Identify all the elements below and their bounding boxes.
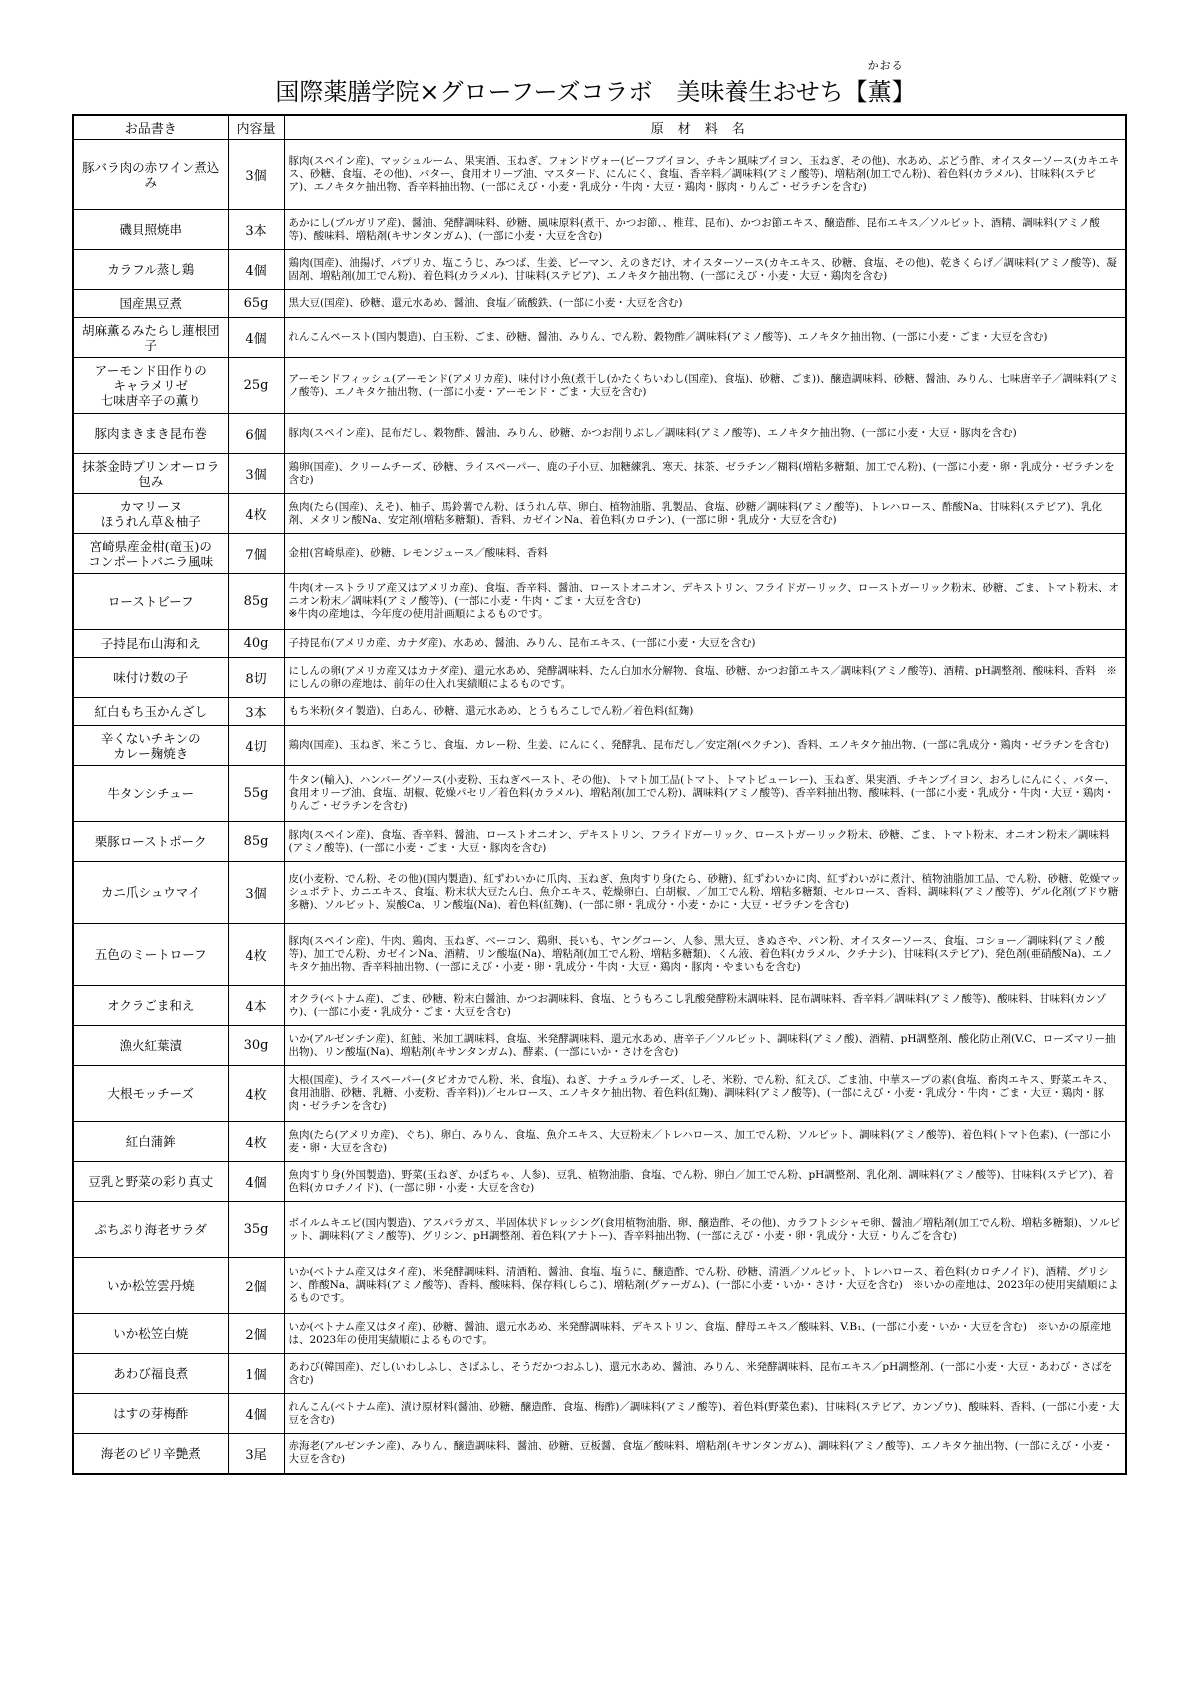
- item-quantity: 7個: [228, 534, 284, 574]
- item-name: 大根モッチーズ: [73, 1066, 228, 1122]
- item-name: 五色のミートローフ: [73, 924, 228, 986]
- table-row: [73, 140, 1126, 210]
- item-ingredients: オクラ(ベトナム産)、ごま、砂糖、粉末白醤油、かつお調味料、食塩、とうもろこし乳酸発酵粉末調味料、昆布調味料、香辛料／調味料(アミノ酸等)、酸味料、甘味料(カンゾウ)、(一部に小麦・乳成分・ごま・大豆を含む): [284, 986, 1126, 1026]
- item-name: 宮崎県産金柑(竜玉)の コンポートバニラ風味: [73, 534, 228, 574]
- item-name: 海老のピリ辛艶煮: [73, 1434, 228, 1474]
- item-ingredients: 豚肉(スペイン産)、マッシュルーム、果実酒、玉ねぎ、フォンドヴォー(ビーフブイヨン、チキン風味ブイヨン、玉ねぎ、その他)、水あめ、ぶどう酢、オイスターソース(カキエキス、砂糖、食塩、その他)、バター、食用オリーブ油、マスタード、にんにく、食塩、香辛料／調味料(アミノ酸等)、増粘剤(加工でん粉)、着色料(カラメル)、甘味料(ステビア)、エノキタケ抽出物、香辛料抽出物、(一部にえび・小麦・乳成分・牛肉・大豆・鶏肉・豚肉・りんご・ゼラチンを含む): [284, 140, 1126, 210]
- item-quantity: 4枚: [228, 494, 284, 534]
- table-row: [73, 318, 1126, 358]
- item-ingredients: 鶏肉(国産)、油揚げ、パプリカ、塩こうじ、みつば、生姜、ピーマン、えのきだけ、オイスターソース(カキエキス、砂糖、食塩、その他)、乾きくらげ／調味料(アミノ酸等)、凝固剤、増粘剤(加工でん粉)、着色料(カラメル)、甘味料(ステビア)、エノキタケ抽出物、(一部にえび・小麦・大豆・鶏肉を含む): [284, 250, 1126, 290]
- item-ingredients: 牛タン(輸入)、ハンバーグソース(小麦粉、玉ねぎペースト、その他)、トマト加工品(トマト、トマトピューレー)、玉ねぎ、果実酒、チキンブイヨン、おろしにんにく、バター、食用オリーブ油、食塩、胡椒、乾燥パセリ／着色料(カラメル)、増粘剤(加工でん粉)、調味料(アミノ酸等)、香辛料抽出物、酸味料、(一部に小麦・乳成分・牛肉・大豆・鶏肉・りんご・ゼラチンを含む): [284, 766, 1126, 822]
- item-name: 辛くないチキンの カレー麹焼き: [73, 726, 228, 766]
- item-quantity: 40g: [228, 630, 284, 658]
- table-header-row: [73, 115, 1126, 140]
- item-ingredients: いか(ベトナム産又はタイ産)、米発酵調味料、清酒粕、醤油、食塩、塩うに、醸造酢、でん粉、砂糖、清酒／ソルビット、トレハロース、着色料(カロチノイド)、酒精、グリシン、酢酸Na、調味料(アミノ酸等)、香料、酸味料、保存料(しらこ)、増粘剤(グァーガム)、(一部に小麦・いか・さけ・大豆を含む) ※いかの産地は、2023年の使用実績順によるものです。: [284, 1258, 1126, 1314]
- item-ingredients: れんこんペースト(国内製造)、白玉粉、ごま、砂糖、醤油、みりん、でん粉、穀物酢／調味料(アミノ酸等)、エノキタケ抽出物、(一部に小麦・ごま・大豆を含む): [284, 318, 1126, 358]
- item-quantity: 4本: [228, 986, 284, 1026]
- item-ingredients: 豚肉(スペイン産)、牛肉、鶏肉、玉ねぎ、ベーコン、鶏卵、長いも、ヤングコーン、人参、黒大豆、きぬさや、パン粉、オイスターソース、食塩、コショー／調味料(アミノ酸等)、加工でん粉、カゼインNa、酒精、リン酸塩(Na)、増粘剤(加工でん粉、増粘多糖類)、くん液、着色料(カラメル、クチナシ)、甘味料(ステビア)、発色剤(亜硝酸Na)、エノキタケ抽出物、香辛料抽出物、(一部にえび・小麦・卵・乳成分・牛肉・大豆・鶏肉・豚肉・やまいもを含む): [284, 924, 1126, 986]
- item-quantity: 4切: [228, 726, 284, 766]
- table-row: [73, 1202, 1126, 1258]
- table-row: [73, 414, 1126, 454]
- item-quantity: 2個: [228, 1258, 284, 1314]
- item-name: 豆乳と野菜の彩り真丈: [73, 1162, 228, 1202]
- table-row: [73, 1026, 1126, 1066]
- table-row: [73, 630, 1126, 658]
- item-name: ローストビーフ: [73, 574, 228, 630]
- table-row: [73, 1354, 1126, 1394]
- table-row: [73, 822, 1126, 862]
- table-row: [73, 1066, 1126, 1122]
- item-ingredients: れんこん(ベトナム産)、漬け原材料(醤油、砂糖、醸造酢、食塩、梅酢)／調味料(アミノ酸等)、着色料(野菜色素)、甘味料(ステビア、カンゾウ)、酸味料、香料、(一部に小麦・大豆を含む): [284, 1394, 1126, 1434]
- table-row: [73, 534, 1126, 574]
- title-bracket-close: 】: [891, 78, 916, 106]
- item-ingredients: 赤海老(アルゼンチン産)、みりん、醸造調味料、醤油、砂糖、豆板醤、食塩／酸味料、増粘剤(キサンタンガム)、調味料(アミノ酸等)、エノキタケ抽出物、(一部にえび・小麦・大豆を含む): [284, 1434, 1126, 1474]
- item-ingredients: あわび(韓国産)、だし(いわしふし、さばふし、そうだかつおふし)、還元水あめ、醤油、みりん、米発酵調味料、昆布エキス／pH調整剤、(一部に小麦・大豆・あわび・さばを含む): [284, 1354, 1126, 1394]
- item-ingredients: 子持昆布(アメリカ産、カナダ産)、水あめ、醤油、みりん、昆布エキス、(一部に小麦・大豆を含む): [284, 630, 1126, 658]
- item-ingredients: もち米粉(タイ製造)、白あん、砂糖、還元水あめ、とうもろこしでん粉／着色料(紅麹): [284, 698, 1126, 726]
- item-quantity: 85g: [228, 822, 284, 862]
- title-ruby: かおる: [867, 59, 904, 72]
- title-kanji: [867, 59, 904, 112]
- item-name: オクラごま和え: [73, 986, 228, 1026]
- item-ingredients: 魚肉すり身(外国製造)、野菜(玉ねぎ、かぼちゃ、人参)、豆乳、植物油脂、食塩、でん粉、卵白／加工でん粉、pH調整剤、乳化剤、調味料(アミノ酸等)、甘味料(ステビア)、着色料(カロチノイド)、(一部に卵・小麦・大豆を含む): [284, 1162, 1126, 1202]
- page-title: [0, 59, 1191, 112]
- item-quantity: 4個: [228, 250, 284, 290]
- item-ingredients: ボイルムキエビ(国内製造)、アスパラガス、半固体状ドレッシング(食用植物油脂、卵、醸造酢、その他)、カラフトシシャモ卵、醤油／増粘剤(加工でん粉、増粘多糖類)、ソルビット、調味料(アミノ酸等)、グリシン、pH調整剤、着色料(アナトー)、香辛料抽出物、(一部にえび・小麦・卵・乳成分・大豆・りんごを含む): [284, 1202, 1126, 1258]
- item-quantity: 4個: [228, 1162, 284, 1202]
- item-name: いか松笠白焼: [73, 1314, 228, 1354]
- table-row: [73, 658, 1126, 698]
- item-name: 紅白もち玉かんざし: [73, 698, 228, 726]
- item-quantity: 4枚: [228, 924, 284, 986]
- item-name: 味付け数の子: [73, 658, 228, 698]
- item-ingredients: にしんの卵(アメリカ産又はカナダ産)、還元水あめ、発酵調味料、たん白加水分解物、食塩、砂糖、かつお節エキス／調味料(アミノ酸等)、酒精、pH調整剤、酸味料、香料 ※にしんの卵の産地は、前年の仕入れ実績順によるものです。: [284, 658, 1126, 698]
- item-ingredients: 皮(小麦粉、でん粉、その他)(国内製造)、紅ずわいかに爪肉、玉ねぎ、魚肉すり身(たら、砂糖)、紅ずわいかに肉、紅ずわいがに煮汁、植物油脂加工品、でん粉、砂糖、乾燥マッシュポテト、カニエキス、食塩、粉末状大豆たん白、魚介エキス、乾燥卵白、白胡椒、／加工でん粉、増粘多糖類、セルロース、香料、調味料(アミノ酸等)、ゲル化剤(ブドウ糖多糖)、ソルビット、炭酸Ca、リン酸塩(Na)、着色料(紅麹)、(一部に卵・乳成分・小麦・かに・大豆・ゼラチンを含む): [284, 862, 1126, 924]
- item-quantity: 2個: [228, 1314, 284, 1354]
- item-quantity: 3尾: [228, 1434, 284, 1474]
- item-quantity: 35g: [228, 1202, 284, 1258]
- item-quantity: 4個: [228, 1394, 284, 1434]
- item-quantity: 4枚: [228, 1122, 284, 1162]
- table-row: [73, 862, 1126, 924]
- table-row: [73, 454, 1126, 494]
- table-row: [73, 494, 1126, 534]
- table-row: [73, 698, 1126, 726]
- item-ingredients: いか(アルゼンチン産)、紅鮭、米加工調味料、食塩、米発酵調味料、還元水あめ、唐辛子／ソルビット、調味料(アミノ酸)、酒精、pH調整剤、酸化防止剤(V.C、ローズマリー抽出物)、リン酸塩(Na)、増粘剤(キサンタンガム)、酵素、(一部にいか・さけを含む): [284, 1026, 1126, 1066]
- item-name: 国産黒豆煮: [73, 290, 228, 318]
- title-text: 国際薬膳学院×グローフーズコラボ 美味養生おせち【: [275, 78, 868, 106]
- item-quantity: 4個: [228, 318, 284, 358]
- item-name: ぷちぷり海老サラダ: [73, 1202, 228, 1258]
- item-name: 磯貝照焼串: [73, 210, 228, 250]
- item-name: 栗豚ローストポーク: [73, 822, 228, 862]
- item-name: 子持昆布山海和え: [73, 630, 228, 658]
- item-quantity: 3個: [228, 862, 284, 924]
- item-name: 胡麻薫るみたらし蓮根団子: [73, 318, 228, 358]
- item-ingredients: 黒大豆(国産)、砂糖、還元水あめ、醤油、食塩／硫酸鉄、(一部に小麦・大豆を含む): [284, 290, 1126, 318]
- item-ingredients: 鶏肉(国産)、玉ねぎ、米こうじ、食塩、カレー粉、生姜、にんにく、発酵乳、昆布だし／安定剤(ペクチン)、香料、エノキタケ抽出物、(一部に乳成分・鶏肉・ゼラチンを含む): [284, 726, 1126, 766]
- item-quantity: 55g: [228, 766, 284, 822]
- item-ingredients: いか(ベトナム産又はタイ産)、砂糖、醤油、還元水あめ、米発酵調味料、デキストリン、食塩、酵母エキス／酸味料、V.B₁、(一部に小麦・いか・大豆を含む) ※いかの原産地は、2023年の使用実績順によるものです。: [284, 1314, 1126, 1354]
- table-row: [73, 726, 1126, 766]
- item-quantity: 3個: [228, 140, 284, 210]
- item-ingredients: あかにし(ブルガリア産)、醤油、発酵調味料、砂糖、風味原料(煮干、かつお節、、椎茸、昆布)、かつお節エキス、醸造酢、昆布エキス／ソルビット、酒精、調味料(アミノ酸等)、酸味料、増粘剤(キサンタンガム)、(一部に小麦・大豆を含む): [284, 210, 1126, 250]
- item-name: 豚肉まきまき昆布巻: [73, 414, 228, 454]
- item-quantity: 1個: [228, 1354, 284, 1394]
- table-row: [73, 766, 1126, 822]
- item-quantity: 6個: [228, 414, 284, 454]
- item-ingredients: アーモンドフィッシュ(アーモンド(アメリカ産)、味付け小魚(煮干し(かたくちいわし(国産)、食塩)、砂糖、ごま))、醸造調味料、砂糖、醤油、みりん、七味唐辛子／調味料(アミノ酸等)、エノキタケ抽出物、(一部に小麦・アーモンド・ごま・大豆を含む): [284, 358, 1126, 414]
- item-name: 漁火紅葉漬: [73, 1026, 228, 1066]
- header-ingredients: 原材料名: [284, 115, 1126, 140]
- item-ingredients: 豚肉(スペイン産)、昆布だし、穀物酢、醤油、みりん、砂糖、かつお削りぶし／調味料(アミノ酸等)、エノキタケ抽出物、(一部に小麦・大豆・豚肉を含む): [284, 414, 1126, 454]
- item-ingredients: 魚肉(たら(アメリカ産)、ぐち)、卵白、みりん、食塩、魚介エキス、大豆粉末／トレハロース、加工でん粉、ソルビット、調味料(アミノ酸等)、着色料(トマト色素)、(一部に小麦・卵・大豆を含む): [284, 1122, 1126, 1162]
- item-quantity: 25g: [228, 358, 284, 414]
- item-name: カラフル蒸し鶏: [73, 250, 228, 290]
- item-name: カニ爪シュウマイ: [73, 862, 228, 924]
- item-quantity: 3本: [228, 210, 284, 250]
- item-name: 抹茶金時プリンオーロラ包み: [73, 454, 228, 494]
- item-ingredients: 大根(国産)、ライスペーパー(タピオカでん粉、米、食塩)、ねぎ、ナチュラルチーズ、しそ、米粉、でん粉、紅えび、ごま油、中華スープの素(食塩、畜肉エキス、野菜エキス、食用油脂、砂糖、乳糖、小麦粉、香辛料))／セルロース、エノキタケ抽出物、着色料(紅麹)、調味料(アミノ酸等)、(一部にえび・小麦・乳成分・牛肉・ごま・大豆・鶏肉・豚肉・ゼラチンを含む): [284, 1066, 1126, 1122]
- table-row: [73, 250, 1126, 290]
- item-quantity: 3個: [228, 454, 284, 494]
- table-row: [73, 290, 1126, 318]
- table-row: [73, 1314, 1126, 1354]
- table-row: [73, 924, 1126, 986]
- table-row: [73, 358, 1126, 414]
- table-row: [73, 1394, 1126, 1434]
- header-qty: 内容量: [228, 115, 284, 140]
- table-row: [73, 986, 1126, 1026]
- item-name: 豚バラ肉の赤ワイン煮込み: [73, 140, 228, 210]
- item-name: いか松笠雲丹焼: [73, 1258, 228, 1314]
- table-row: [73, 1162, 1126, 1202]
- item-ingredients: 豚肉(スペイン産)、食塩、香辛料、醤油、ローストオニオン、デキストリン、フライドガーリック、ローストガーリック粉末、砂糖、ごま、トマト粉末、オニオン粉末／調味料(アミノ酸等)、(一部に小麦・ごま・大豆・豚肉を含む): [284, 822, 1126, 862]
- table-row: [73, 574, 1126, 630]
- item-name: 紅白蒲鉾: [73, 1122, 228, 1162]
- item-quantity: 85g: [228, 574, 284, 630]
- item-ingredients: 鶏卵(国産)、クリームチーズ、砂糖、ライスペーパー、鹿の子小豆、加糖練乳、寒天、抹茶、ゼラチン／糊料(増粘多糖類、加工でん粉)、(一部に小麦・卵・乳成分・ゼラチンを含む): [284, 454, 1126, 494]
- item-quantity: 3本: [228, 698, 284, 726]
- table-row: [73, 210, 1126, 250]
- item-name: 牛タンシチュー: [73, 766, 228, 822]
- item-quantity: 4枚: [228, 1066, 284, 1122]
- header-name: お品書き: [73, 115, 228, 140]
- item-name: アーモンド田作りの キャラメリゼ 七味唐辛子の薫り: [73, 358, 228, 414]
- item-ingredients: 魚肉(たら(国産)、えそ)、柚子、馬鈴薯でん粉、ほうれん草、卵白、植物油脂、乳製品、食塩、砂糖／調味料(アミノ酸等)、トレハロース、酢酸Na、甘味料(ステビア)、乳化剤、メタリン酸Na、安定剤(増粘多糖類)、香料、カゼインNa、着色料(カロチン)、(一部に卵・乳成分・大豆を含む): [284, 494, 1126, 534]
- table-row: [73, 1122, 1126, 1162]
- item-quantity: 8切: [228, 658, 284, 698]
- item-name: あわび福良煮: [73, 1354, 228, 1394]
- item-name: カマリーヌ ほうれん草＆柚子: [73, 494, 228, 534]
- item-name: はすの芽梅酢: [73, 1394, 228, 1434]
- item-quantity: 65g: [228, 290, 284, 318]
- ingredients-table: [72, 114, 1127, 1475]
- item-quantity: 30g: [228, 1026, 284, 1066]
- item-ingredients: 牛肉(オーストラリア産又はアメリカ産)、食塩、香辛料、醤油、ローストオニオン、デキストリン、フライドガーリック、ローストガーリック粉末、砂糖、ごま、トマト粉末、オニオン粉末／調味料(アミノ酸等)、(一部に小麦・牛肉・ごま・大豆を含む) ※牛肉の産地は、今年度の使用計画順によるものです。: [284, 574, 1126, 630]
- title-kanji-char: 薫: [867, 78, 892, 106]
- table-row: [73, 1258, 1126, 1314]
- table-row: [73, 1434, 1126, 1474]
- item-ingredients: 金柑(宮崎県産)、砂糖、レモンジュース／酸味料、香料: [284, 534, 1126, 574]
